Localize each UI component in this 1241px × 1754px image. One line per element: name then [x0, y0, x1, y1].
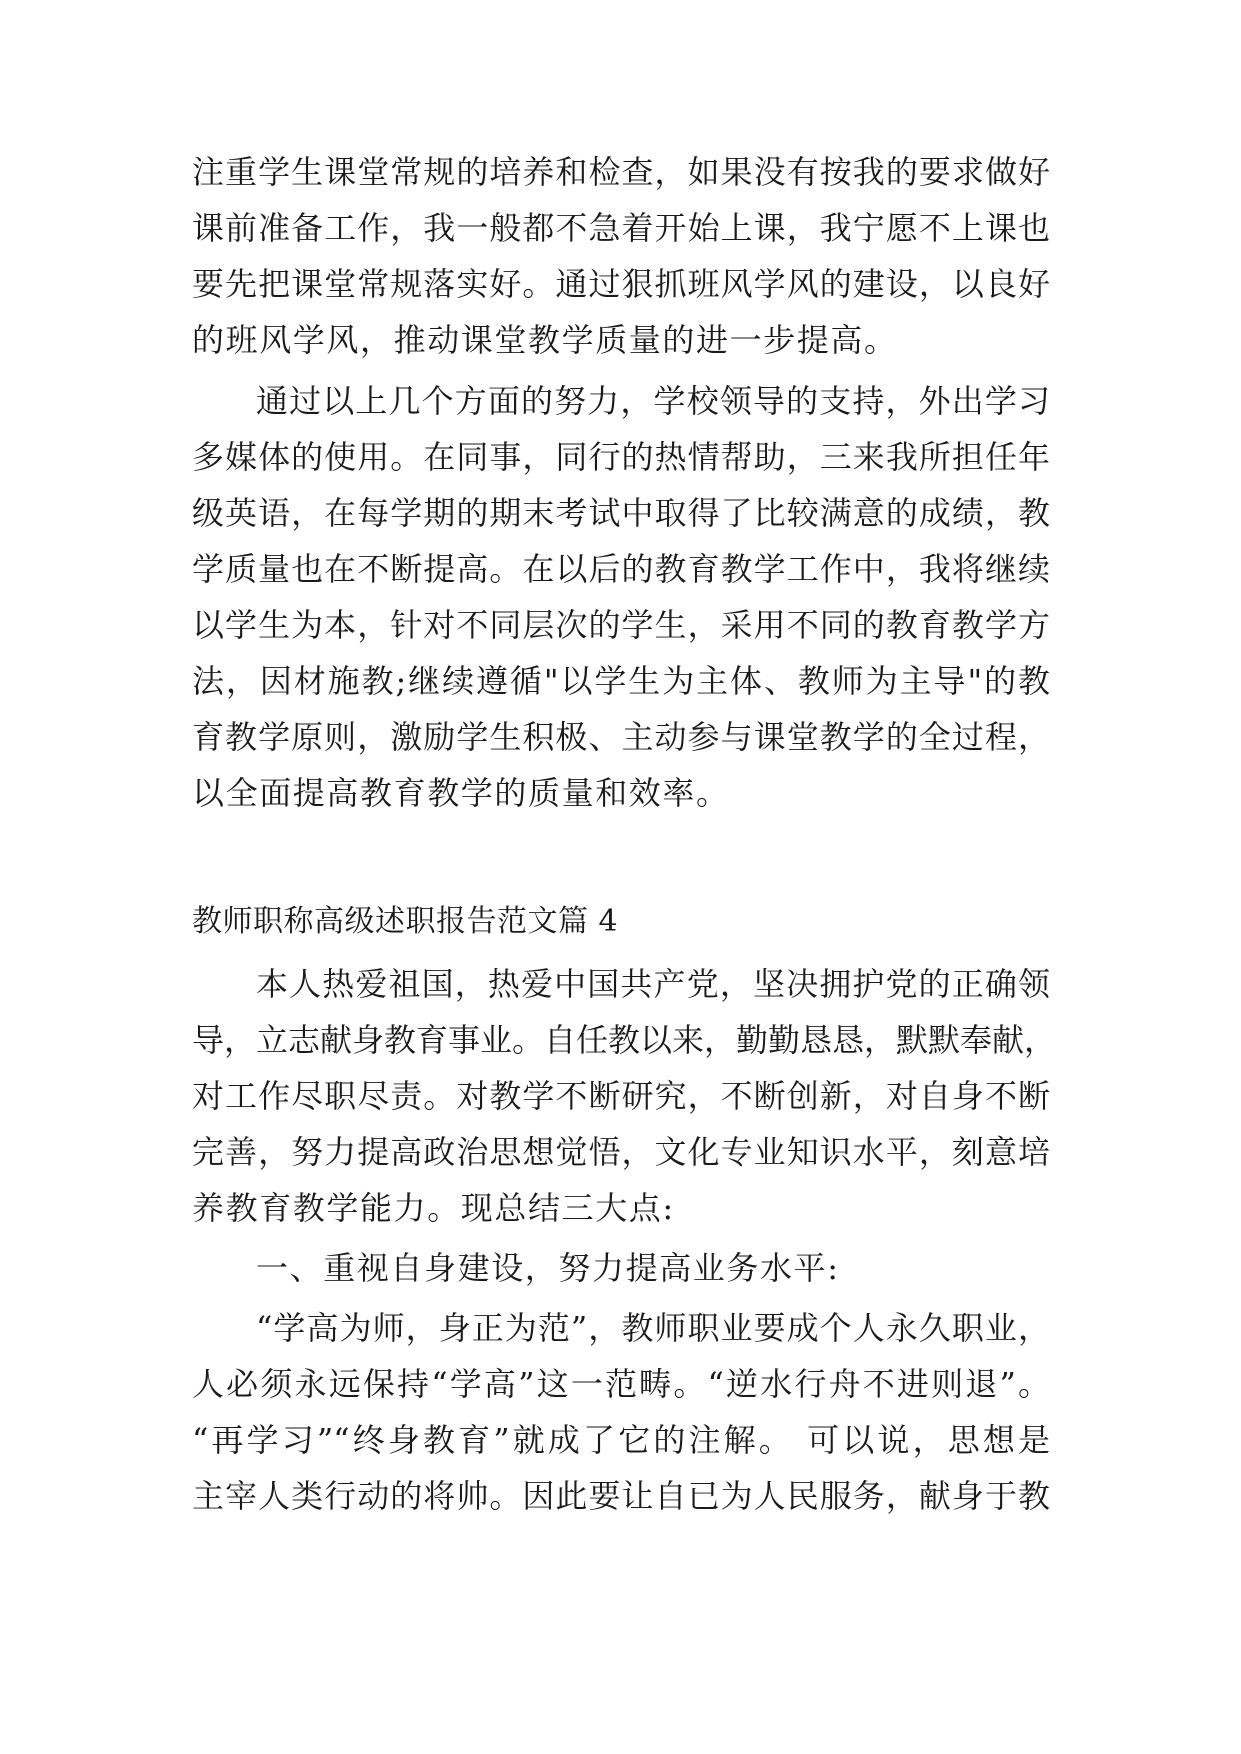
paragraph-1-line-2: 课前准备工作，我一般都不急着开始上课，我宁愿不上课也 — [192, 209, 1050, 247]
paragraph-2-line-8: 以全面提高教育教学的质量和效率。 — [192, 774, 730, 812]
paragraph-2-line-2: 多媒体的使用。在同事，同行的热情帮助，三来我所担任年 — [192, 438, 1050, 476]
paragraph-3-line-4: 完善，努力提高政治思想觉悟，文化专业知识水平，刻意培 — [192, 1133, 1050, 1171]
paragraph-4-line-2: 人必须永远保持“学高”这一范畴。“逆水行舟不进则退”。 — [192, 1365, 1050, 1403]
paragraph-3-line-2: 导，立志献身教育事业。自任教以来，勤勤恳恳，默默奉献， — [192, 1021, 1057, 1059]
paragraph-4-line-1: “学高为师，身正为范”，教师职业要成个人永久职业， — [256, 1309, 1050, 1347]
section-title: 教师职称高级述职报告范文篇 4 — [192, 904, 619, 939]
paragraph-1-line-4: 的班风学风，推动课堂教学质量的进一步提高。 — [192, 321, 898, 359]
paragraph-2-line-4: 学质量也在不断提高。在以后的教育教学工作中，我将继续 — [192, 550, 1050, 588]
paragraph-2-line-1: 通过以上几个方面的努力，学校领导的支持，外出学习 — [256, 382, 1050, 420]
paragraph-1-line-3: 要先把课堂常规落实好。通过狠抓班风学风的建设，以良好 — [192, 265, 1050, 303]
paragraph-1-line-1: 注重学生课堂常规的培养和检查，如果没有按我的要求做好 — [192, 153, 1050, 191]
paragraph-3-line-1: 本人热爱祖国，热爱中国共产党，坚决拥护党的正确领 — [256, 965, 1050, 1003]
paragraph-2-line-6: 法，因材施教;继续遵循"以学生为主体、教师为主导"的教 — [192, 662, 1050, 700]
subheading: 一、重视自身建设，努力提高业务水平: — [256, 1249, 840, 1287]
paragraph-4-line-3: “再学习”“终身教育”就成了它的注解。 可以说，思想是 — [192, 1421, 1050, 1459]
paragraph-2-line-7: 育教学原则，激励学生积极、主动参与课堂教学的全过程， — [192, 718, 1050, 756]
paragraph-3-line-3: 对工作尽职尽责。对教学不断研究，不断创新，对自身不断 — [192, 1077, 1050, 1115]
paragraph-3-line-5: 养教育教学能力。现总结三大点: — [192, 1189, 675, 1227]
paragraph-2-line-5: 以学生为本，针对不同层次的学生，采用不同的教育教学方 — [192, 606, 1050, 644]
paragraph-2-line-3: 级英语，在每学期的期末考试中取得了比较满意的成绩，教 — [192, 494, 1050, 532]
paragraph-4-line-4: 主宰人类行动的将帅。因此要让自已为人民服务，献身于教 — [192, 1477, 1050, 1515]
